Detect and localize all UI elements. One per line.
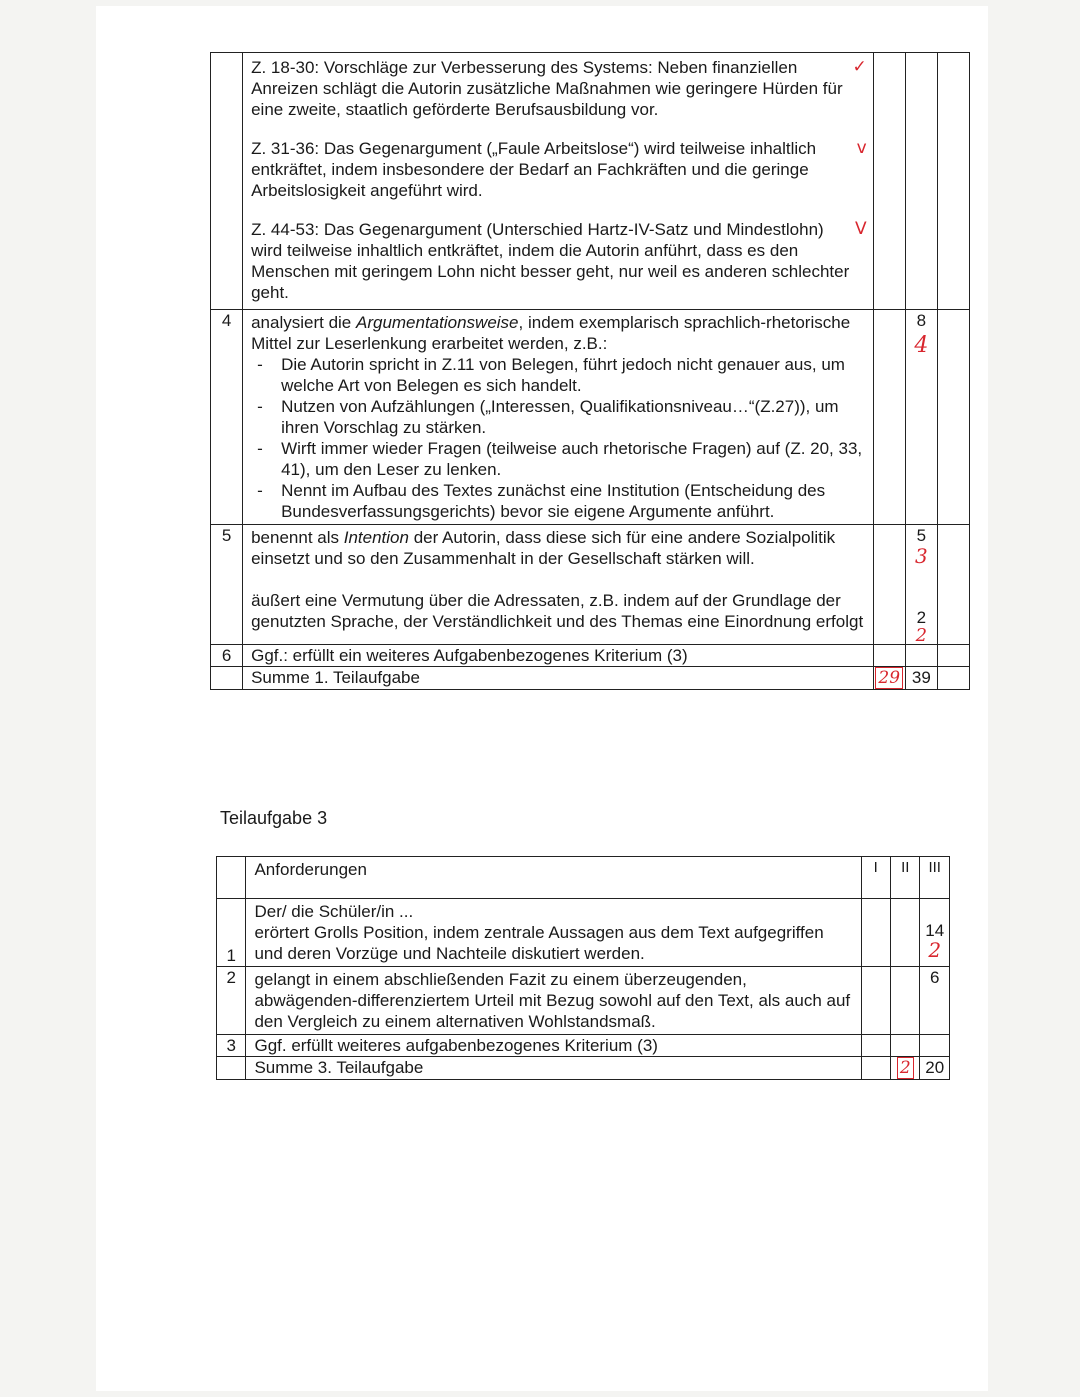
check-mark: v [856,138,867,158]
points-col-1 [861,967,890,1035]
points-col-3: 6 [920,967,950,1035]
row-number [217,857,246,899]
table-row [211,645,970,667]
awarded-points: 2 [915,625,928,646]
criteria-cell [243,310,874,525]
max-points: 2 [916,608,927,627]
awarded-points: 3 [914,544,928,568]
table-row [217,1057,950,1080]
criterion-text: äußert eine Vermutung über die Adressaten, z.B. indem auf der Grundlage der genutzten Sprache, der Verständlichkeit und des Themas eine Einordnung erfolgt [251,591,864,631]
task1-table [210,52,970,690]
criterion-block [251,219,867,303]
points-col-2 [891,1057,920,1080]
table-header-row [217,857,950,899]
points-col-1 [873,645,905,667]
check-mark: V [855,219,867,239]
column-header: Anforderungen [246,857,861,899]
criterion-block [251,57,867,120]
points-col-3 [937,645,969,667]
row-number: 3 [217,1035,246,1057]
column-header-iii: III [920,857,950,899]
points-col-1 [861,1035,890,1057]
points-col-1 [873,525,905,645]
points-col-2: 39 [905,667,937,690]
list-item: - Wirft immer wieder Fragen (teilweise auch rhetorische Fragen) auf (Z. 20, 33, 41), um den Leser zu lenken. [281,438,867,480]
emphasis-text: Argumentationsweise [355,313,519,332]
list-item: - Die Autorin spricht in Z.11 von Belegen, führt jedoch nicht genauer aus, um welche Art von Belegen es sich handelt. [281,354,867,396]
column-header-ii: II [891,857,920,899]
row-number: 6 [211,645,243,667]
criterion-text: Z. 44-53: Das Gegenargument (Unterschied Hartz-IV-Satz und Mindestlohn) wird teilweise inhaltlich entkräftet, indem die Autorin anführt, dass es den Menschen mit geringem Lohn nicht besser geht, nur weil es anderen schlechter geht. [251,220,850,302]
criteria-cell: Ggf.: erfüllt ein weiteres Aufgabenbezogenes Kriterium (3) [243,645,874,667]
check-mark: ✓ [852,57,867,77]
row-number [211,53,243,310]
row-number [211,667,243,690]
sum-label: Summe 3. Teilaufgabe [246,1057,861,1080]
criterion-text: erörtert Grolls Position, indem zentrale Aussagen aus dem Text aufgegriffen und deren Vorzüge und Nachteile diskutiert werden. [254,923,824,963]
points-col-1 [873,53,905,310]
points-col-3 [920,1035,950,1057]
list-item: - Nutzen von Aufzählungen („Interessen, Qualifikationsniveau…“(Z.27)), um ihren Vorschlag zu stärken. [281,396,867,438]
points-col-3 [937,667,969,690]
emphasis-text: Intention [343,528,409,547]
criterion-text: Z. 31-36: Das Gegenargument („Faule Arbeitslose“) wird teilweise inhaltlich entkräftet, indem insbesondere der Bedarf an Fachkräften und die geringe Arbeitslosigkeit angeführt wird. [251,139,817,200]
table-row [217,967,950,1035]
points-col-1 [861,1057,890,1080]
points-col-1 [861,899,890,967]
points-col-3 [937,525,969,645]
criterion-text: Z. 18-30: Vorschläge zur Verbesserung des Systems: Neben finanziellen Anreizen schlägt die Autorin zusätzliche Maßnahmen wie geringere Hürden für eine zweite, staatlich geförderte Berufsausbildung vor. [251,58,843,119]
max-points: 8 [916,311,927,330]
task3-table [216,856,950,1080]
points-col-1 [873,310,905,525]
points-col-2 [905,525,937,645]
row-number [217,1057,246,1080]
points-col-2 [891,899,920,967]
table-row [211,525,970,645]
task3-heading: Teilaufgabe 3 [220,808,328,828]
points-col-3 [937,53,969,310]
row-number: 5 [211,525,243,645]
criterion-block [251,138,867,201]
max-points: 5 [916,526,927,545]
subject-line: Der/ die Schüler/in ... [254,902,414,921]
criteria-cell [243,53,874,310]
table-row [217,1035,950,1057]
points-col-2 [905,310,937,525]
awarded-total: 2 [897,1057,914,1079]
row-number: 1 [217,899,246,967]
criteria-cell [246,899,861,967]
points-col-2 [905,645,937,667]
table-row [217,899,950,967]
sum-label: Summe 1. Teilaufgabe [243,667,874,690]
points-col-3 [937,310,969,525]
awarded-total: 29 [875,667,903,689]
criterion-text: benennt als Intention der Autorin, dass diese sich für eine andere Sozialpolitik einsetzt und so den Zusammenhalt in der Gesellschaft stärken will. [251,528,836,568]
example-list [251,354,867,522]
criteria-cell [243,525,874,645]
points-col-3: 20 [920,1057,950,1080]
awarded-points: 2 [928,938,942,962]
column-header-i: I [861,857,890,899]
points-col-2 [891,967,920,1035]
row-number: 4 [211,310,243,525]
points-col-3 [920,899,950,967]
row-number: 2 [217,967,246,1035]
table-row [211,667,970,690]
table-row [211,310,970,525]
table-row [211,53,970,310]
points-col-2 [905,53,937,310]
awarded-points: 4 [914,333,929,358]
points-col-2 [891,1035,920,1057]
list-item: - Nennt im Aufbau des Textes zunächst eine Institution (Entscheidung des Bundesverfassungsgerichts) bevor sie eigene Argumente anführt. [281,480,867,522]
criteria-cell: gelangt in einem abschließenden Fazit zu einem überzeugenden, abwägenden-differenziertem Urteil mit Bezug sowohl auf den Text, als auch auf den Vergleich zu einem alternativen Wohlstandsmaß. [246,967,861,1035]
criteria-cell: Ggf. erfüllt weiteres aufgabenbezogenes Kriterium (3) [246,1035,861,1057]
criterion-intro: analysiert die Argumentationsweise, indem exemplarisch sprachlich-rhetorische Mittel zur Leserlenkung erarbeitet werden, z.B.: [251,313,851,353]
points-col-1 [873,667,905,690]
max-points: 14 [925,921,945,940]
